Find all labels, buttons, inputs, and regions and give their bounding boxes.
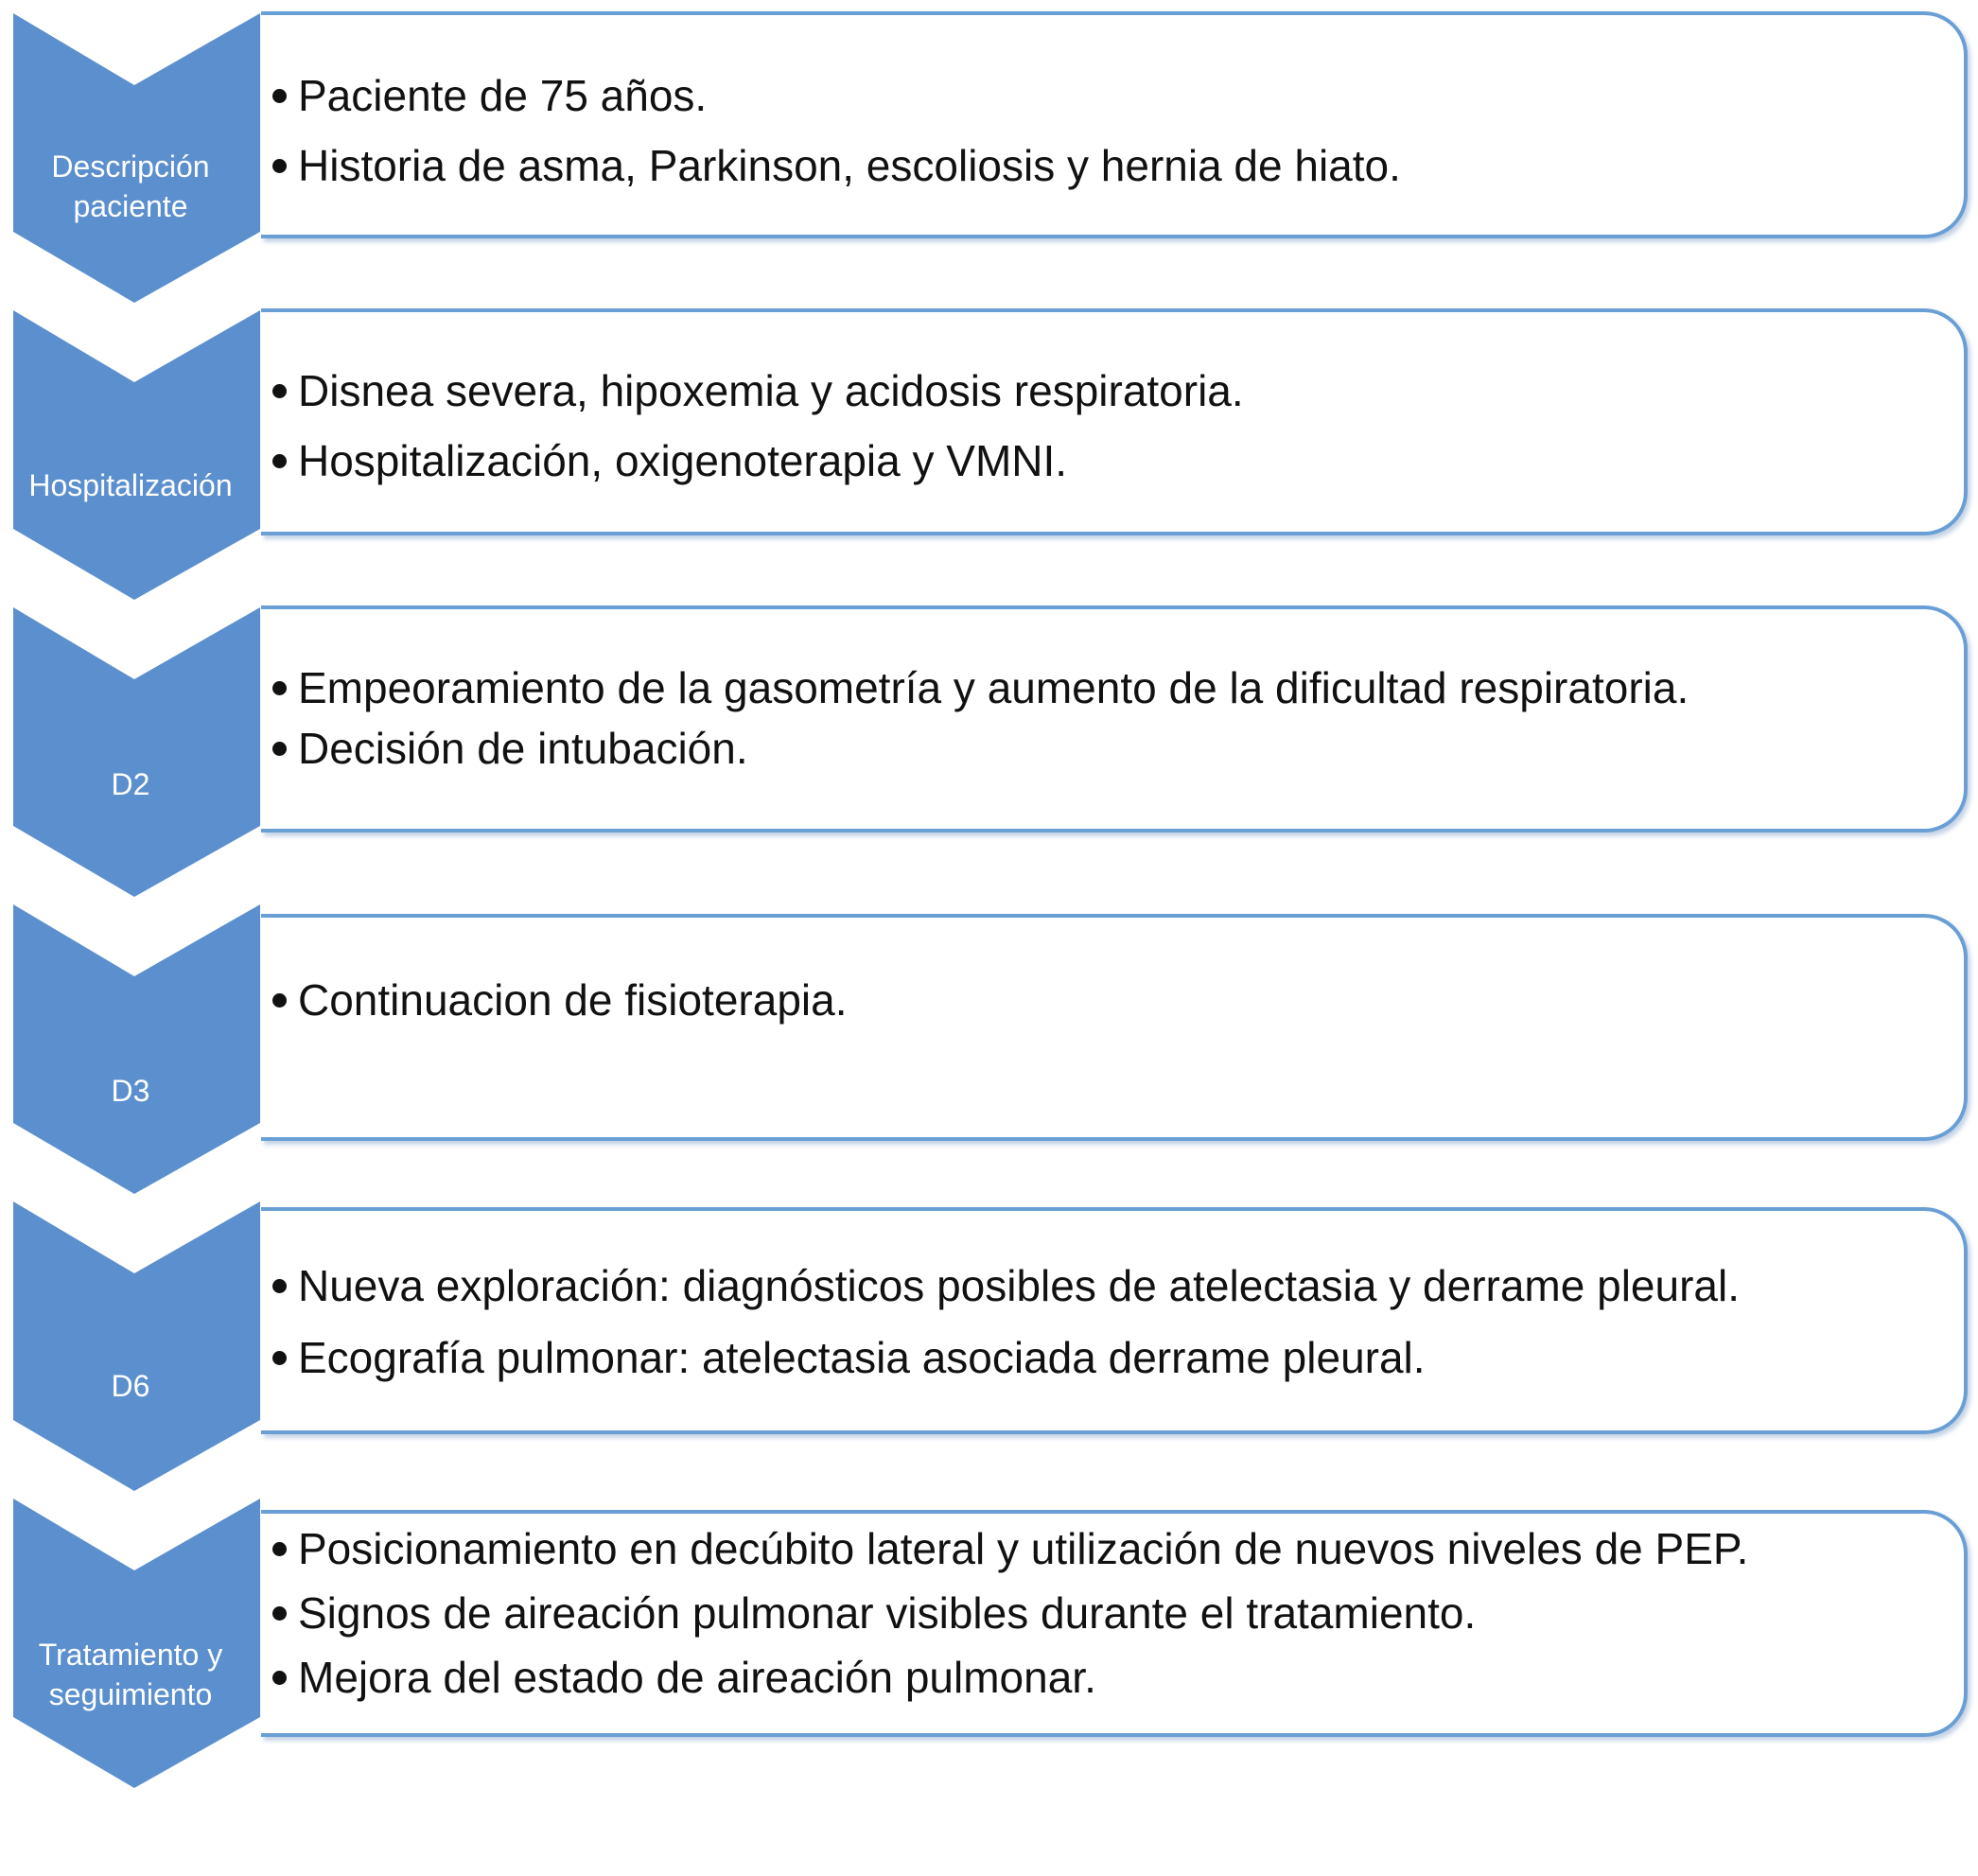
stage-label-descripcion-paciente: Descripción paciente (51, 149, 210, 223)
bullet-item (272, 70, 1945, 121)
bullet-text: Paciente de 75 años. (298, 71, 708, 120)
bullet-item (272, 723, 1945, 774)
bullet-text: Posicionamiento en decúbito lateral y utilización de nuevos niveles de PEP. (298, 1524, 1749, 1573)
bullet-dot-icon (272, 1542, 287, 1556)
bullet-item (272, 662, 1945, 713)
bullet-item (272, 1652, 1945, 1703)
stage-label-hospitalizacion: Hospitalización (28, 468, 233, 502)
bullet-text: Signos de aireación pulmonar visibles durante el tratamiento. (298, 1588, 1477, 1638)
bullet-dot-icon (272, 384, 287, 398)
bullet-text: Nueva exploración: diagnósticos posibles de atelectasia y derrame pleural. (298, 1261, 1740, 1310)
bullet-text: Disnea severa, hipoxemia y acidosis respiratoria. (298, 366, 1244, 415)
bullet-dot-icon (272, 742, 287, 756)
bullet-text: Decisión de intubación. (298, 724, 748, 773)
chevron-d6 (13, 1201, 260, 1491)
bullet-dot-icon (272, 993, 287, 1008)
chevron-d3 (13, 904, 260, 1194)
bullet-item (272, 140, 1945, 191)
stage-bullets (272, 662, 1945, 774)
bullet-dot-icon (272, 681, 287, 695)
bullet-text: Mejora del estado de aireación pulmonar. (298, 1653, 1096, 1702)
bullet-item (272, 365, 1945, 416)
stage-bullets (272, 1260, 1945, 1383)
stage-bullets (272, 70, 1945, 191)
chevron-hospitalizacion (13, 310, 260, 600)
bullet-text: Empeoramiento de la gasometría y aumento de la dificultad respiratoria. (298, 663, 1689, 712)
stage-box-d2 (261, 605, 1968, 833)
bullet-item (272, 1260, 1945, 1311)
bullet-item (272, 1332, 1945, 1383)
stage-bullets (272, 974, 1945, 1026)
bullet-dot-icon (272, 89, 287, 103)
stage-label-tratamiento-seguimiento: Tratamiento y seguimiento (38, 1638, 223, 1711)
bullet-dot-icon (272, 454, 287, 468)
chevron-d2 (13, 607, 260, 897)
bullet-item (272, 1523, 1945, 1574)
stage-box-hospitalizacion (261, 308, 1968, 535)
bullet-item (272, 974, 1945, 1026)
bullet-text: Historia de asma, Parkinson, escoliosis y hernia de hiato. (298, 141, 1401, 190)
bullet-item (272, 435, 1945, 486)
stage-bullets (272, 1523, 1945, 1703)
stage-box-tratamiento-seguimiento (261, 1510, 1968, 1737)
stage-label-d6: D6 (111, 1369, 150, 1403)
stage-box-d6 (261, 1207, 1968, 1434)
stage-label-d3: D3 (111, 1074, 150, 1108)
bullet-text: Hospitalización, oxigenoterapia y VMNI. (298, 436, 1068, 485)
bullet-dot-icon (272, 1606, 287, 1621)
bullet-dot-icon (272, 1351, 287, 1365)
stage-box-descripcion-paciente (261, 11, 1968, 238)
bullet-text: Ecografía pulmonar: atelectasia asociada derrame pleural. (298, 1333, 1426, 1382)
stage-box-d3 (261, 914, 1968, 1141)
bullet-text: Continuacion de fisioterapia. (298, 975, 848, 1025)
bullet-item (272, 1587, 1945, 1639)
bullet-dot-icon (272, 159, 287, 173)
bullet-dot-icon (272, 1671, 287, 1685)
stage-bullets (272, 365, 1945, 486)
bullet-dot-icon (272, 1279, 287, 1293)
stage-label-d2: D2 (111, 767, 150, 801)
